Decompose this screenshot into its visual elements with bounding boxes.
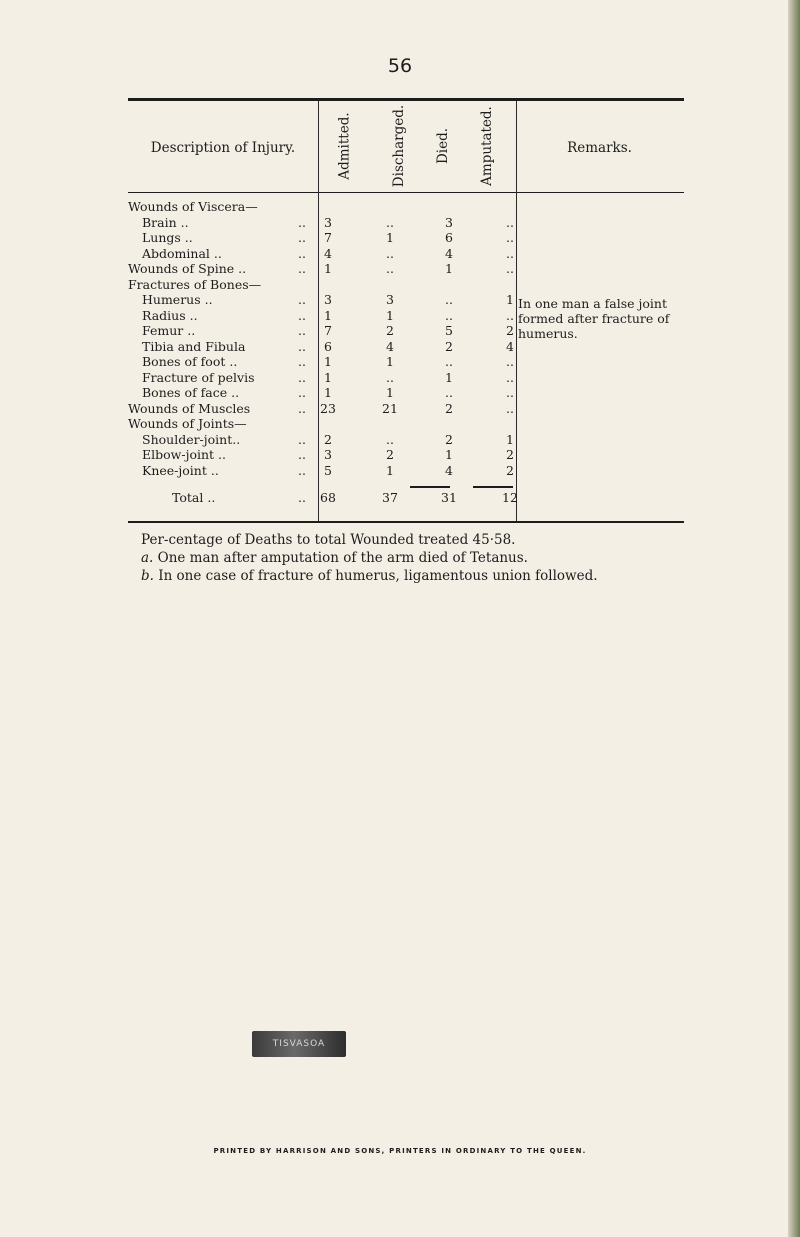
table-row [128, 246, 684, 261]
row-label: Tibia and Fibula [142, 338, 246, 354]
table-row [128, 370, 684, 385]
cell-amputated: .. [506, 261, 514, 276]
cell-amputated: 1 [506, 292, 514, 307]
cell-amputated: .. [506, 230, 514, 245]
cell-died: 4 [445, 462, 453, 478]
cell-discharged: .. [386, 369, 394, 385]
remarks-line: humerus. [518, 326, 578, 341]
leader-dots: .. [298, 354, 306, 369]
cell-admitted: 1 [324, 369, 332, 385]
cell-died: 3 [445, 214, 453, 230]
cell-discharged: .. [386, 261, 394, 276]
footnote-a [141, 550, 528, 566]
row-label: Shoulder-joint.. [142, 431, 241, 447]
cell-died: 2 [445, 338, 453, 354]
row-label: Elbow-joint .. [142, 447, 226, 462]
row-label: Wounds of Joints— [128, 416, 247, 431]
header-description: Description of Injury. [150, 140, 296, 156]
cell-died: 6 [445, 230, 453, 245]
cell-admitted: 7 [324, 230, 332, 245]
leader-dots: .. [298, 245, 306, 261]
cell-discharged: 1 [386, 354, 394, 369]
footnote-b [141, 568, 598, 584]
table-row [128, 354, 684, 369]
percentage-note: Per-centage of Deaths to total Wounded treated 45·58. [141, 532, 516, 548]
row-label: Knee-joint .. [142, 462, 219, 478]
page-number: 56 [387, 55, 413, 77]
row-label: Wounds of Muscles [128, 400, 251, 416]
total-admitted: 68 [320, 490, 336, 505]
header-died: Died. [434, 127, 451, 165]
total-label: Total .. [172, 490, 216, 505]
leader-dots: .. [298, 400, 306, 416]
page-edge [788, 0, 800, 1237]
leader-dots: .. [298, 447, 306, 462]
cell-admitted: 4 [324, 245, 332, 261]
cell-discharged: 1 [386, 307, 394, 323]
cell-discharged: .. [386, 245, 394, 261]
printer-imprint: PRINTED BY HARRISON AND SONS, PRINTERS IN ORDINARY TO THE QUEEN. [213, 1147, 587, 1155]
cell-admitted: 6 [324, 338, 332, 354]
leader-dots: .. [298, 369, 306, 385]
cell-discharged: .. [386, 431, 394, 447]
table-bottom-rule [128, 521, 684, 523]
cell-died: 4 [445, 245, 453, 261]
row-label: Bones of foot .. [142, 354, 238, 369]
table-row [128, 447, 684, 462]
footnote-b-text: In one case of fracture of humerus, ligamentous union followed. [158, 568, 598, 584]
cell-admitted: 5 [324, 462, 332, 478]
cell-admitted: 1 [324, 385, 332, 400]
table-row [128, 401, 684, 416]
cell-discharged: 2 [386, 323, 394, 338]
cell-admitted: 7 [324, 323, 332, 338]
table-row [128, 199, 684, 214]
cell-discharged: 1 [386, 230, 394, 245]
cell-admitted: 23 [320, 400, 336, 416]
cell-discharged: 4 [386, 338, 394, 354]
cell-amputated: 2 [506, 447, 514, 462]
cell-amputated: .. [506, 214, 514, 230]
table-row [128, 339, 684, 354]
cell-discharged: 1 [386, 385, 394, 400]
table-row [128, 416, 684, 431]
cell-admitted: 1 [324, 307, 332, 323]
header-amputated: Amputated. [479, 106, 495, 186]
remarks-line: In one man a false joint [518, 296, 667, 311]
cell-discharged: 1 [386, 462, 394, 478]
cell-admitted: 1 [324, 261, 332, 276]
cell-died: .. [445, 354, 453, 369]
remarks-line: formed after fracture of [518, 311, 670, 326]
cell-died: .. [445, 385, 453, 400]
cell-discharged: 3 [386, 292, 394, 307]
cell-amputated: 1 [506, 431, 514, 447]
header-discharged: Discharged. [391, 104, 407, 188]
table-top-rule [128, 98, 684, 101]
cell-died: .. [445, 292, 453, 307]
cell-discharged: 21 [382, 400, 398, 416]
cell-died: 2 [445, 431, 453, 447]
leader-dots: .. [298, 230, 306, 245]
cell-amputated: .. [506, 307, 514, 323]
table-row [128, 277, 684, 292]
leader-dots: .. [298, 338, 306, 354]
total-rule-amputated [473, 486, 513, 488]
leader-dots: .. [298, 431, 306, 447]
table-row [128, 463, 684, 478]
row-label: Abdominal .. [142, 245, 222, 261]
leader-dots: .. [298, 214, 306, 230]
cell-admitted: 1 [324, 354, 332, 369]
total-died: 31 [441, 490, 457, 505]
footnote-b-marker: b. [141, 568, 154, 584]
row-label: Femur .. [142, 323, 196, 338]
row-label: Wounds of Spine .. [128, 261, 247, 276]
header-admitted: Admitted. [337, 112, 354, 180]
row-label: Bones of face .. [142, 385, 240, 400]
row-label: Fracture of pelvis [142, 369, 255, 385]
cell-amputated: 4 [506, 338, 514, 354]
total-row [128, 490, 684, 505]
table-row [128, 230, 684, 245]
cell-died: 1 [445, 369, 453, 385]
row-label: Lungs .. [142, 230, 193, 245]
cell-died: 5 [445, 323, 453, 338]
row-label: Radius .. [142, 307, 198, 323]
leader-dots: .. [298, 462, 306, 478]
cell-amputated: .. [506, 369, 514, 385]
leader-dots: .. [298, 323, 306, 338]
row-label: Wounds of Viscera— [128, 199, 258, 214]
cell-amputated: .. [506, 385, 514, 400]
cell-discharged: .. [386, 214, 394, 230]
footnote-a-text: One man after amputation of the arm died of Tetanus. [157, 550, 528, 566]
row-label: Brain .. [142, 214, 189, 230]
cell-discharged: 2 [386, 447, 394, 462]
leader-dots: .. [298, 261, 306, 276]
library-stamp: TISVASOA [252, 1031, 346, 1057]
cell-died: 1 [445, 447, 453, 462]
cell-amputated: .. [506, 354, 514, 369]
cell-amputated: 2 [506, 323, 514, 338]
table-row [128, 385, 684, 400]
leader-dots: .. [298, 385, 306, 400]
leader-dots: .. [298, 490, 306, 505]
cell-amputated: .. [506, 400, 514, 416]
table-row [128, 215, 684, 230]
table-header-rule [128, 192, 684, 193]
cell-admitted: 3 [324, 292, 332, 307]
total-amputated: 12 [502, 490, 518, 505]
cell-died: 1 [445, 261, 453, 276]
cell-admitted: 3 [324, 214, 332, 230]
cell-amputated: .. [506, 245, 514, 261]
total-rule-died [410, 486, 450, 488]
cell-amputated: 2 [506, 462, 514, 478]
cell-admitted: 2 [324, 431, 332, 447]
table-row [128, 432, 684, 447]
row-label: Humerus .. [142, 292, 213, 307]
cell-died: .. [445, 307, 453, 323]
leader-dots: .. [298, 307, 306, 323]
cell-died: 2 [445, 400, 453, 416]
footnote-a-marker: a. [141, 550, 154, 566]
header-remarks: Remarks. [567, 140, 632, 156]
cell-admitted: 3 [324, 447, 332, 462]
total-discharged: 37 [382, 490, 398, 505]
table-row [128, 261, 684, 276]
leader-dots: .. [298, 292, 306, 307]
row-label: Fractures of Bones— [128, 276, 262, 292]
